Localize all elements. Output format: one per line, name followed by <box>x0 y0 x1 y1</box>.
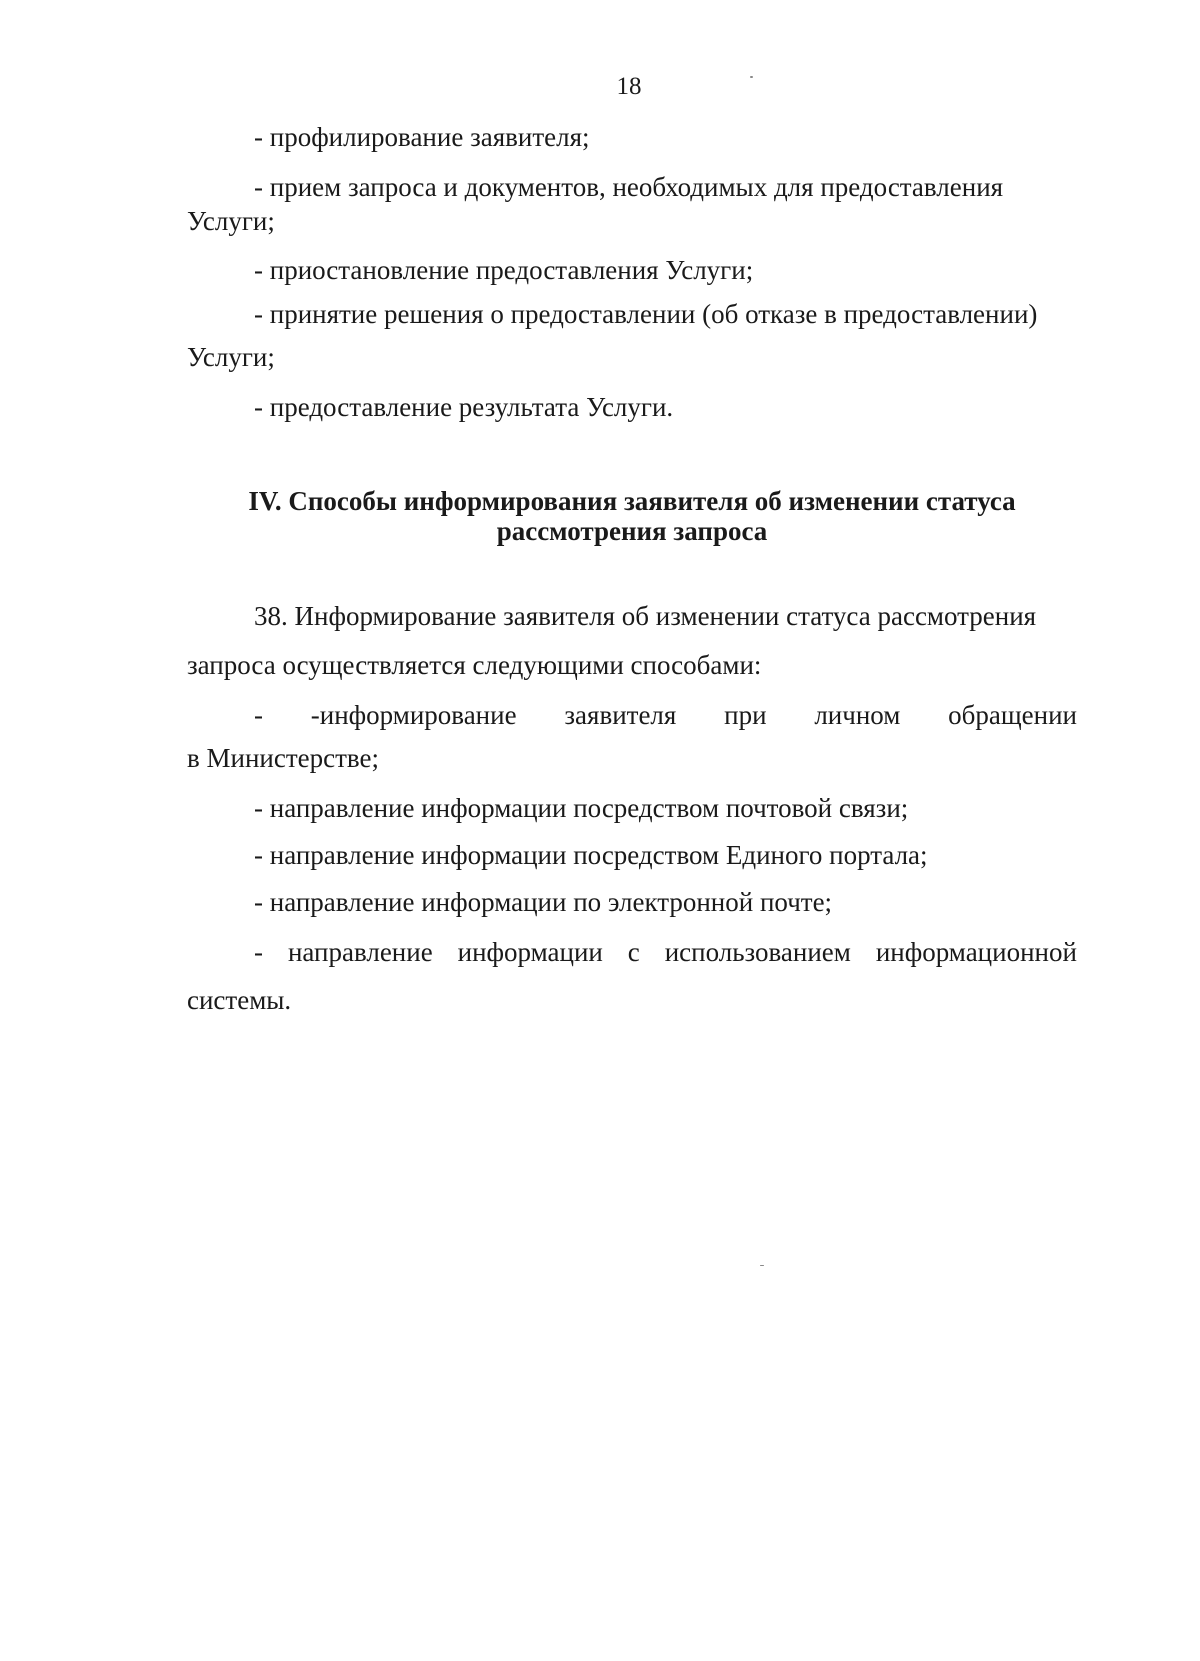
method-word: - <box>254 700 263 730</box>
method-word: с <box>627 937 640 967</box>
scan-speck <box>750 76 753 78</box>
method-word: использованием <box>664 937 851 967</box>
section-heading <box>187 486 1077 546</box>
method-word: личном <box>814 700 901 730</box>
method-item-4: - направление информации по электронной почте; <box>254 887 833 917</box>
method-word: - <box>254 937 263 967</box>
method-item-5 <box>187 935 1077 969</box>
section-heading-line: IV. Способы информирования заявителя об изменении статуса <box>248 486 1016 516</box>
method-item-continuation: в Министерстве; <box>187 743 379 773</box>
list-item: - прием запроса и документов, необходимых для предоставления <box>254 172 1004 202</box>
method-word: обращении <box>948 700 1077 730</box>
method-item-1 <box>187 698 1077 732</box>
method-word: -информирование <box>310 700 517 730</box>
list-item: - предоставление результата Услуги. <box>254 392 674 422</box>
method-word: информационной <box>875 937 1077 967</box>
method-item-3: - направление информации посредством Единого портала; <box>254 840 928 870</box>
list-item: - принятие решения о предоставлении (об отказе в предоставлении) <box>254 299 1038 329</box>
method-word: при <box>724 700 767 730</box>
list-item: - профилирование заявителя; <box>254 122 590 152</box>
method-word: информации <box>457 937 603 967</box>
list-item-continuation: Услуги; <box>187 342 275 372</box>
list-item: - приостановление предоставления Услуги; <box>254 255 754 285</box>
paragraph-38-line: запроса осуществляется следующими способами: <box>187 650 762 680</box>
scan-speck <box>760 1265 764 1266</box>
list-item-continuation: Услуги; <box>187 206 275 236</box>
page-number: 18 <box>616 73 642 100</box>
method-item-2: - направление информации посредством почтовой связи; <box>254 793 909 823</box>
method-item-continuation: системы. <box>187 985 292 1015</box>
section-heading-line: рассмотрения запроса <box>496 516 768 546</box>
paragraph-38-line: 38. Информирование заявителя об изменении статуса рассмотрения <box>254 601 1037 631</box>
method-word: заявителя <box>564 700 677 730</box>
method-word: направление <box>287 937 433 967</box>
